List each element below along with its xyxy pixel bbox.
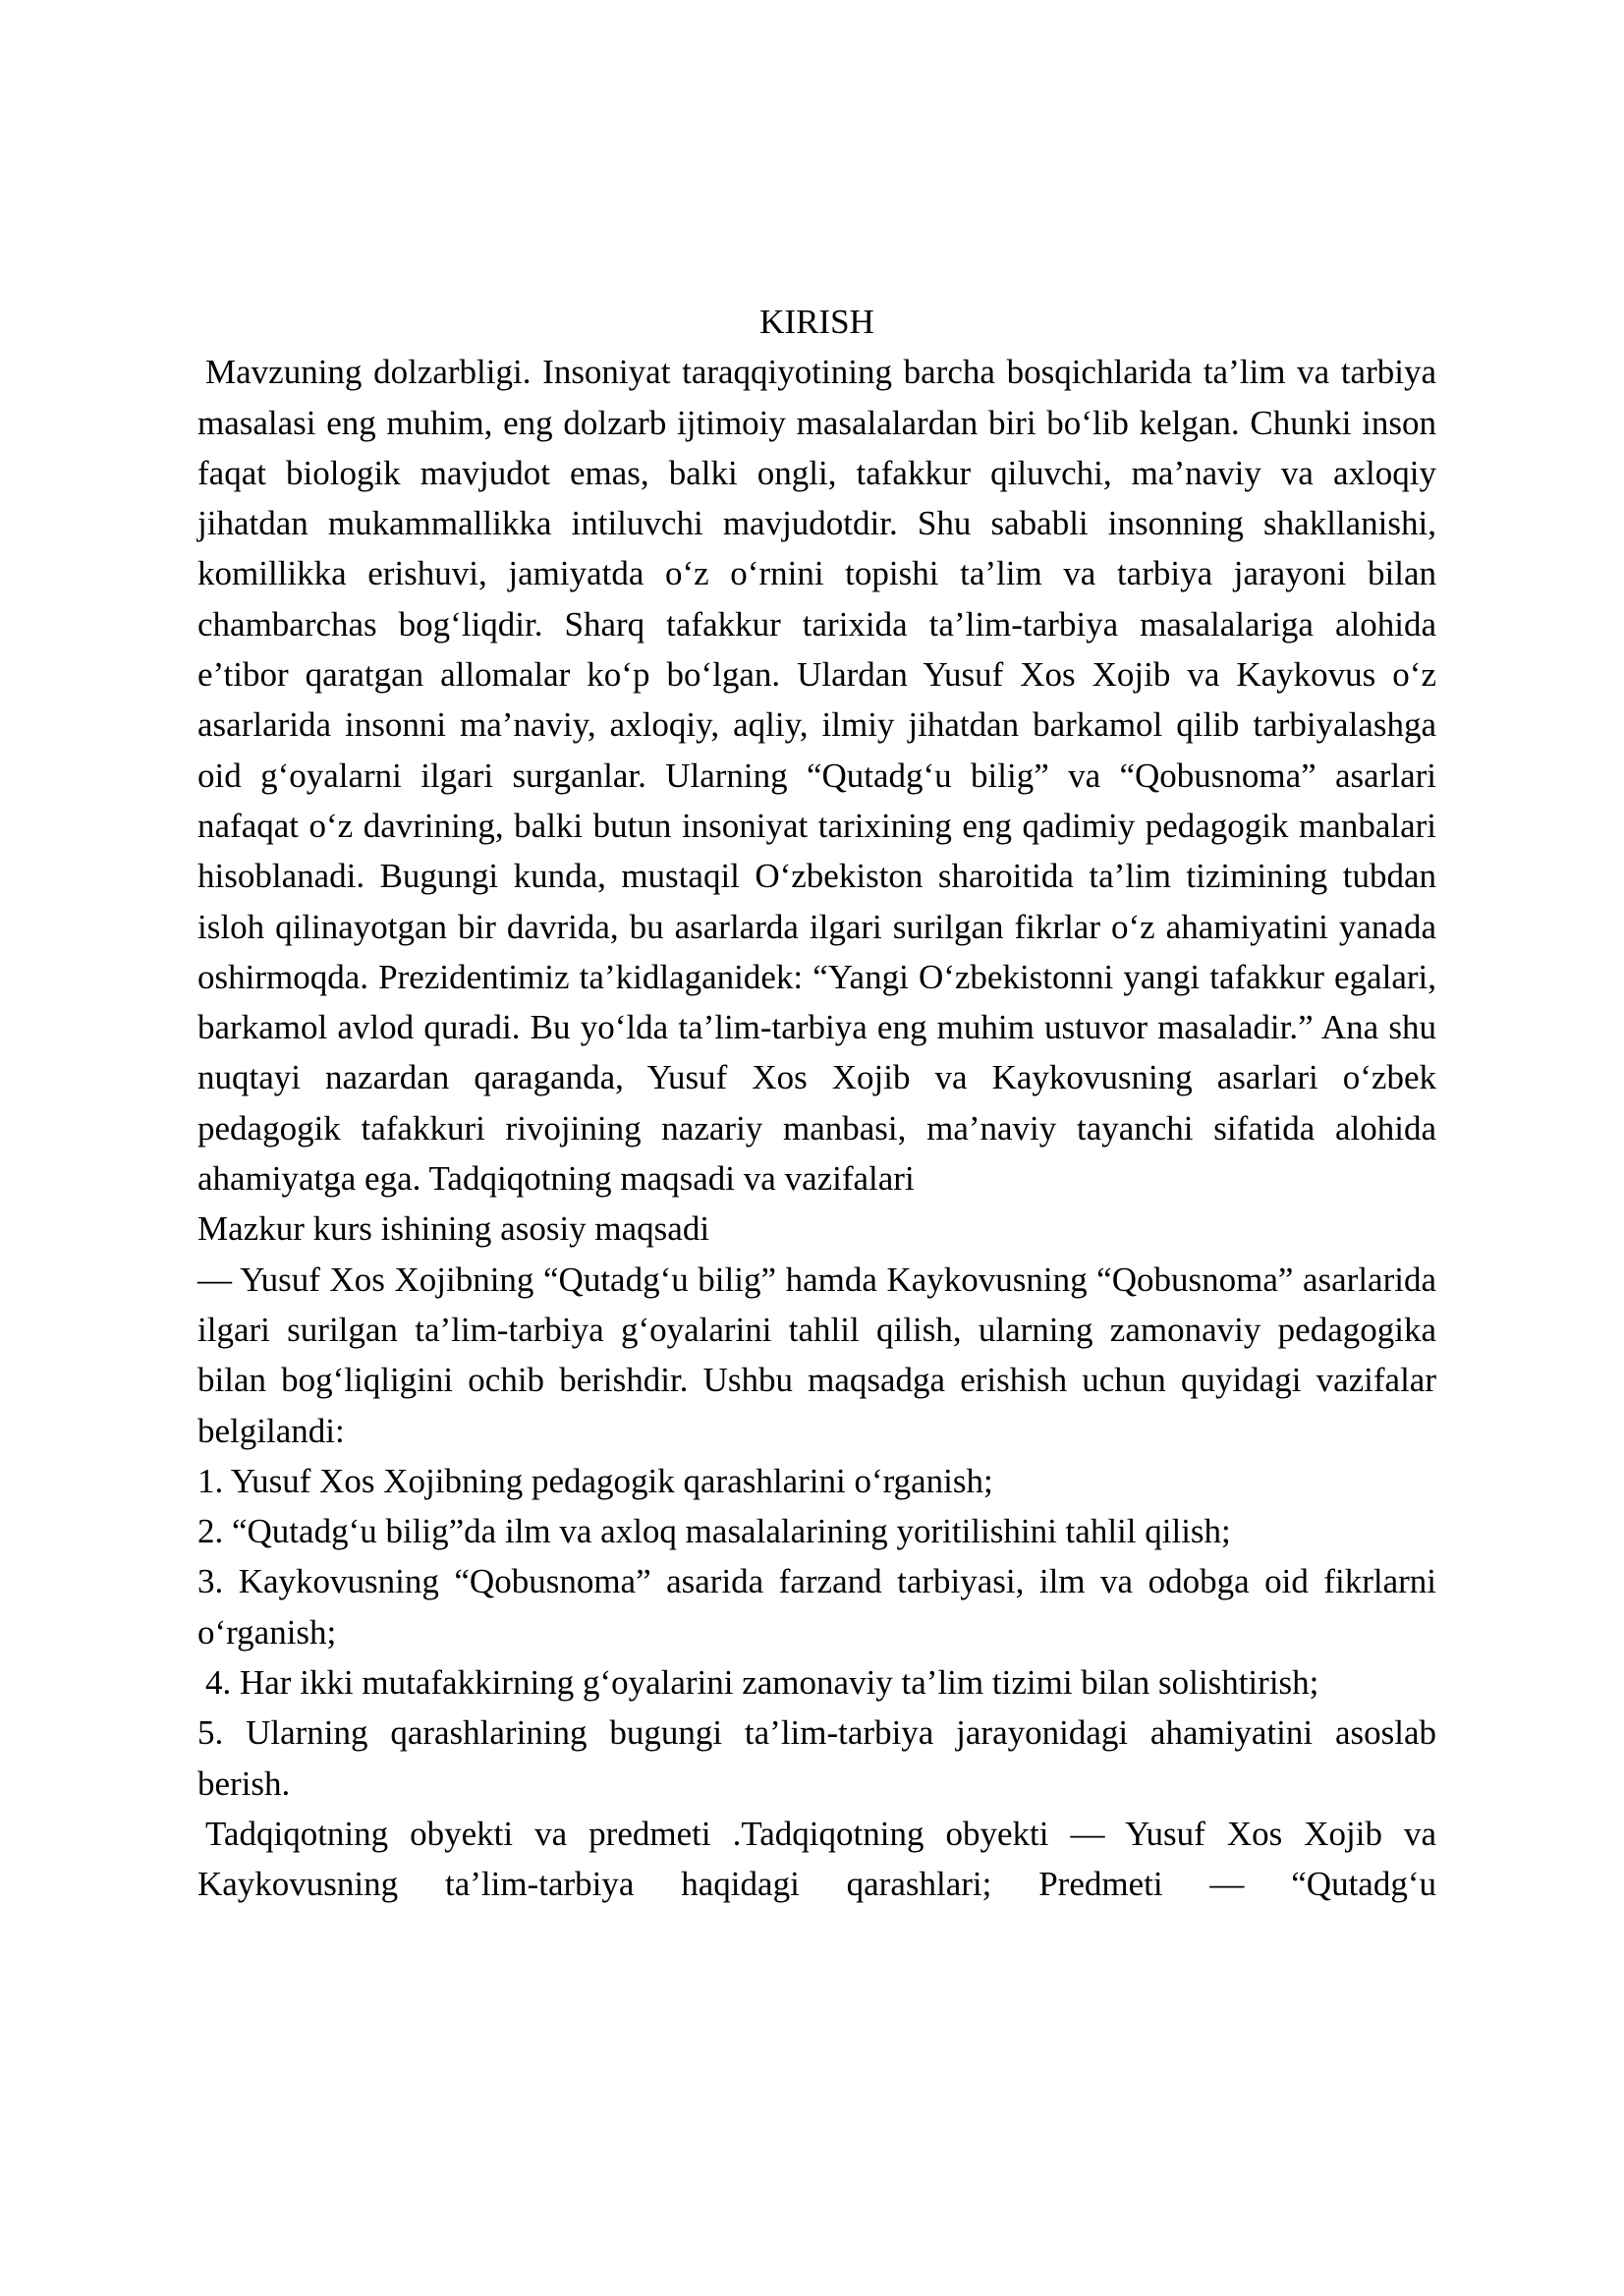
list-item-task-3: 3. Kaykovusning “Qobusnoma” asarida farzand tarbiyasi, ilm va odobga oid fikrlarni o‘rganish;	[197, 1562, 1436, 1652]
list-item-task-2: 2. “Qutadg‘u bilig”da ilm va axloq masalalarining yoritilishini tahlil qilish;	[197, 1512, 1231, 1551]
list-item-task-4: 4. Har ikki mutafakkirning g‘oyalarini zamonaviy ta’lim tizimi bilan solishtirish;	[205, 1663, 1319, 1703]
document-body	[197, 297, 1436, 1910]
paragraph-object-subject: Tadqiqotning obyekti va predmeti .Tadqiqotning obyekti — Yusuf Xos Xojib va Kaykovusning ta’lim-tarbiya haqidagi qarashlari; Predmeti — “Qutadg‘u	[197, 1814, 1436, 1904]
paragraph-main-goal-heading: Mazkur kurs ishining asosiy maqsadi	[197, 1209, 710, 1249]
list-item-task-1: 1. Yusuf Xos Xojibning pedagogik qarashlarini o‘rganish;	[197, 1461, 993, 1500]
page-title: KIRISH	[759, 303, 874, 341]
list-item-task-5: 5. Ularning qarashlarining bugungi ta’lim-tarbiya jarayonidagi ahamiyatini asoslab berish.	[197, 1713, 1436, 1803]
paragraph-main-goal: — Yusuf Xos Xojibning “Qutadg‘u bilig” hamda Kaykovusning “Qobusnoma” asarlarida ilgari surilgan ta’lim-tarbiya g‘oyalarini tahlil qilish, ularning zamonaviy pedagogika bilan bog‘liqligini ochib berishdir. Ushbu maqsadga erishish uchun quyidagi vazifalar belgilandi:	[197, 1260, 1436, 1450]
paragraph-relevance: Mavzuning dolzarbligi. Insoniyat taraqqiyotining barcha bosqichlarida ta’lim va tarbiya masalasi eng muhim, eng dolzarb ijtimoiy masalalardan biri bo‘lib kelgan. Chunki inson faqat biologik mavjudot emas, balki ongli, tafakkur qiluvchi, ma’naviy va axloqiy jihatdan mukammallikka intiluvchi mavjudotdir. Shu sababli insonning shakllanishi, komillikka erishuvi, jamiyatda o‘z o‘rnini topishi ta’lim va tarbiya jarayoni bilan chambarchas bog‘liqdir. Sharq tafakkur tarixida ta’lim-tarbiya masalalariga alohida e’tibor qaratgan allomalar ko‘p bo‘lgan. Ulardan Yusuf Xos Xojib va Kaykovus o‘z asarlarida insonni ma’naviy, axloqiy, aqliy, ilmiy jihatdan barkamol qilib tarbiyalashga oid g‘oyalarni ilgari surganlar. Ularning “Qutadg‘u bilig” va “Qobusnoma” asarlari nafaqat o‘z davrining, balki butun insoniyat tarixining eng qadimiy pedagogik manbalari hisoblanadi. Bugungi kunda, mustaqil O‘zbekiston sharoitida ta’lim tizimining tubdan isloh qilinayotgan bir davrida, bu asarlarda ilgari surilgan fikrlar o‘z ahamiyatini yanada oshirmoqda. Prezidentimiz ta’kidlaganidek: “Yangi O‘zbekistonni yangi tafakkur egalari, barkamol avlod quradi. Bu yo‘lda ta’lim-tarbiya eng muhim ustuvor masaladir.” Ana shu nuqtayi nazardan qaraganda, Yusuf Xos Xojib va Kaykovusning asarlari o‘zbek pedagogik tafakkuri rivojining nazariy manbasi, ma’naviy tayanchi sifatida alohida ahamiyatga ega. Tadqiqotning maqsadi va vazifalari	[197, 353, 1436, 1199]
